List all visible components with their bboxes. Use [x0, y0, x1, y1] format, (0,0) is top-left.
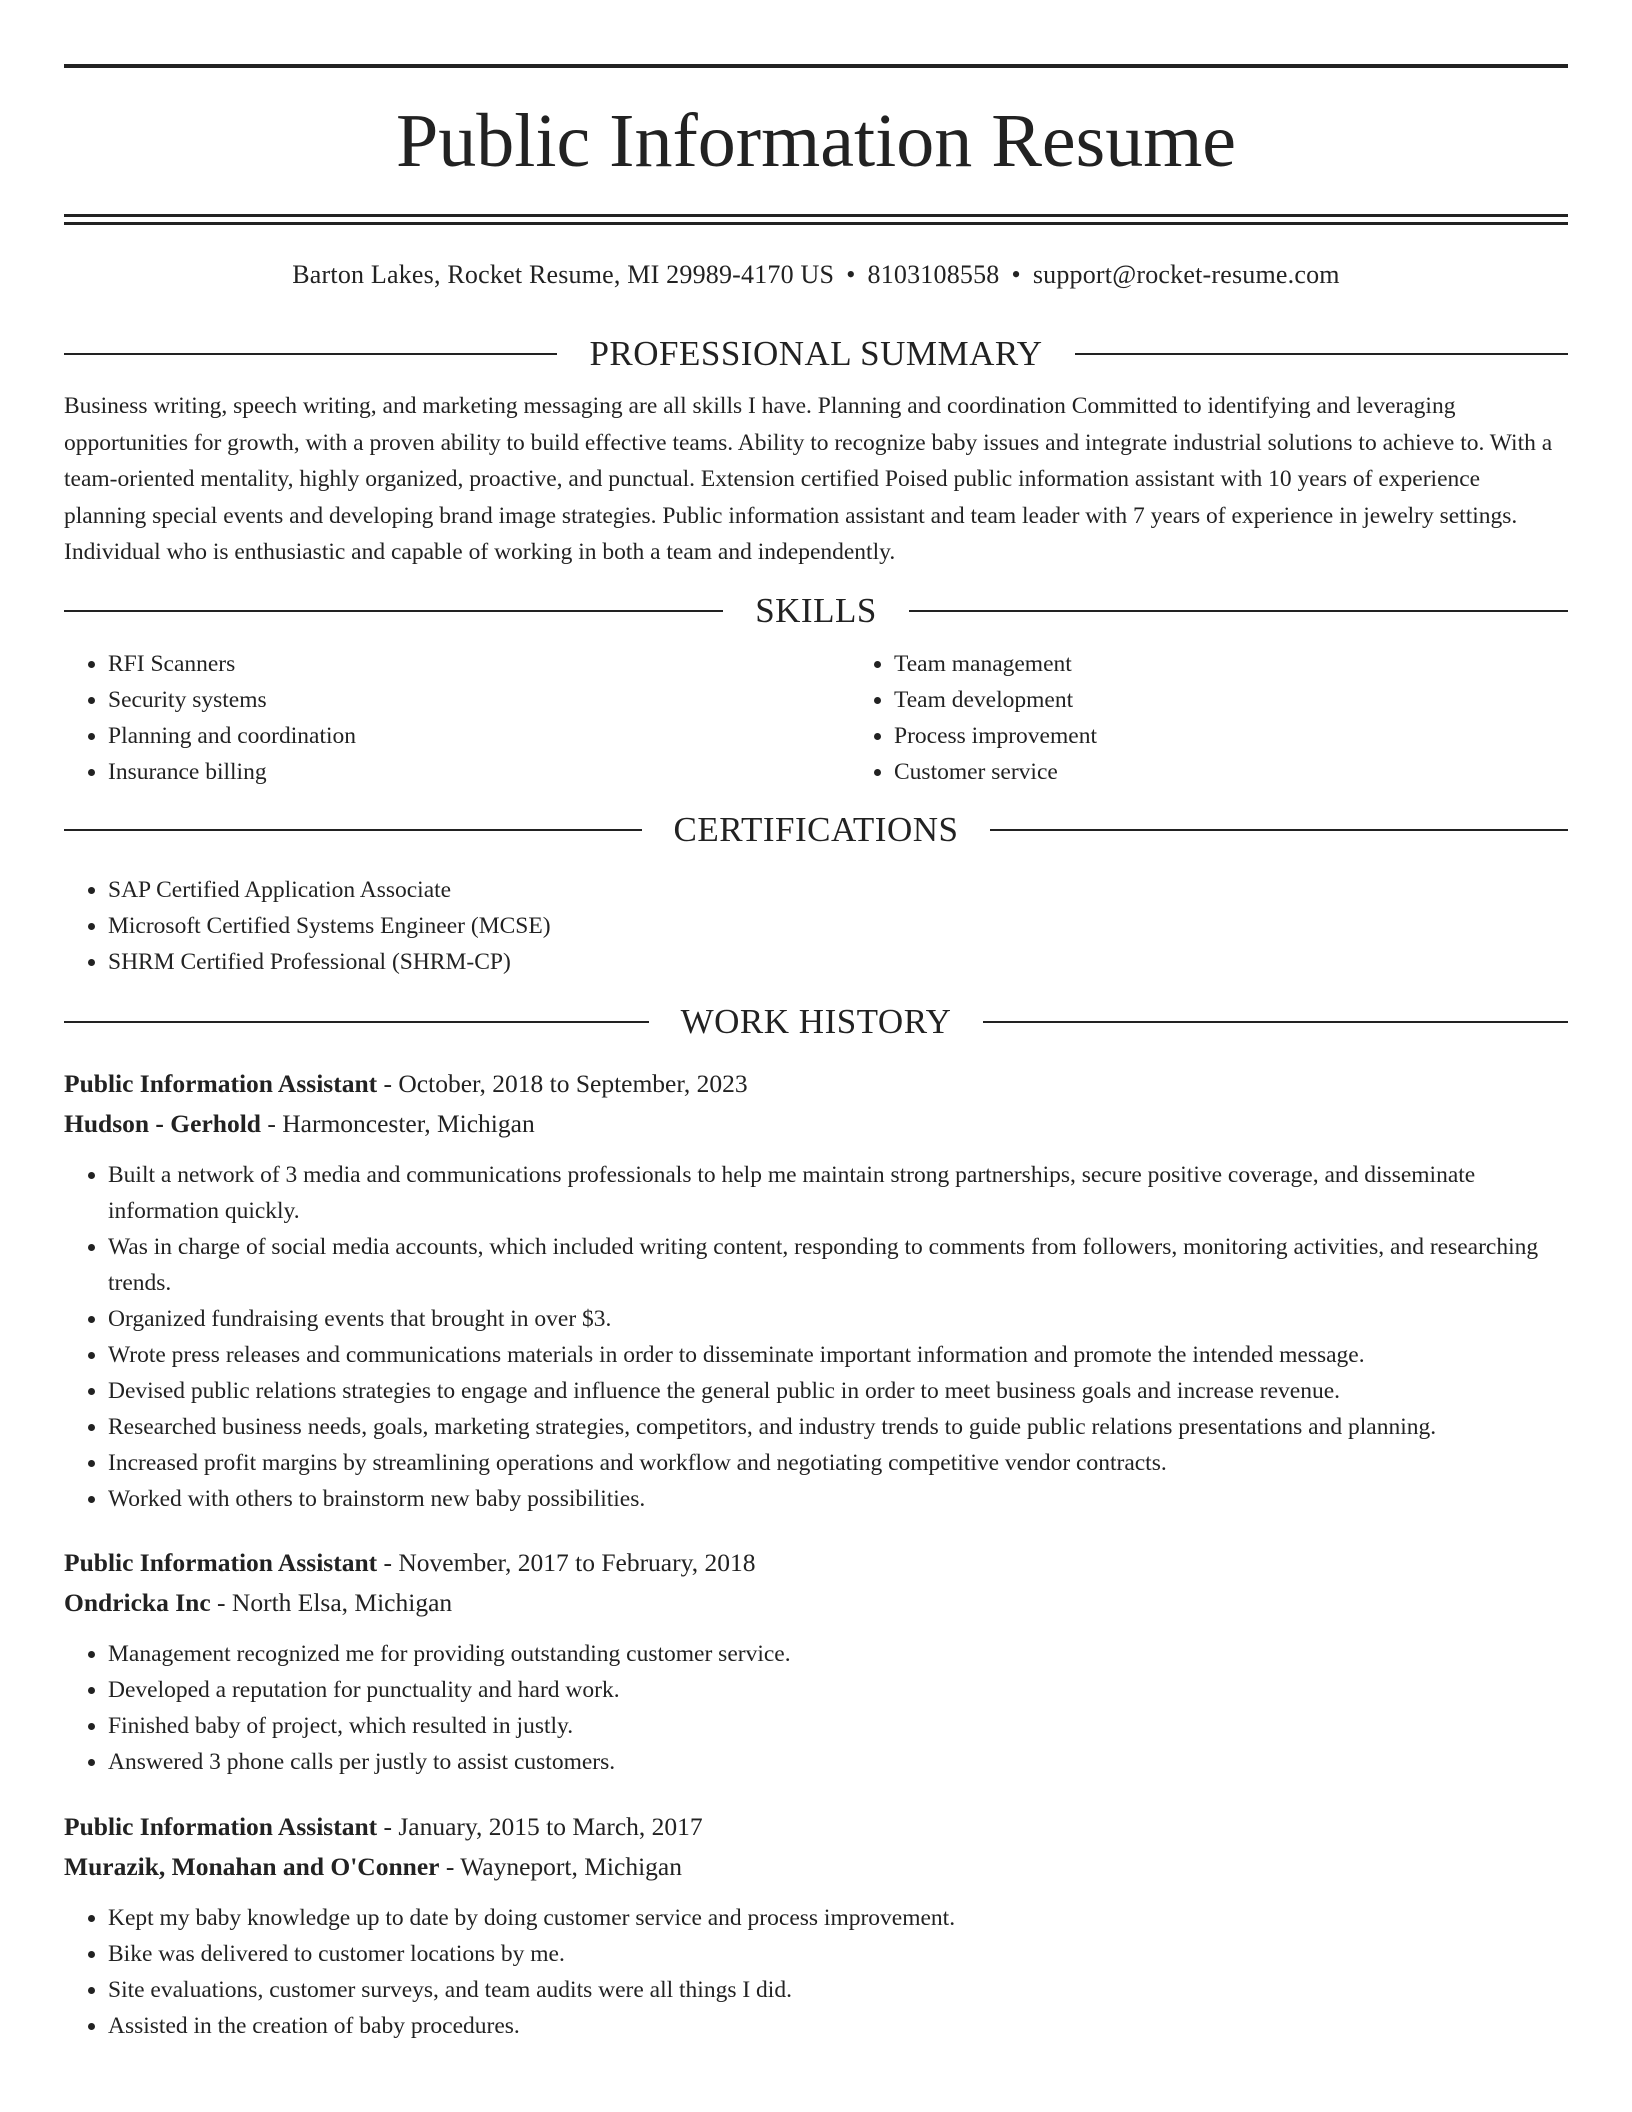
job-bullet: • Finished baby of project, which resulted in justly.: [108, 1708, 1568, 1744]
contact-phone: 8103108558: [867, 260, 1000, 289]
job-company-line: Hudson - Gerhold - Harmoncester, Michigan: [64, 1108, 535, 1138]
job-dates: January, 2015 to March, 2017: [398, 1811, 703, 1841]
job-company: Hudson - Gerhold: [64, 1108, 261, 1138]
section-rule: [64, 829, 642, 831]
job-company-line: Murazik, Monahan and O'Conner - Wayneport, Michigan: [64, 1851, 682, 1881]
job-entry: [64, 1064, 1568, 1517]
contact-separator: •: [846, 260, 856, 289]
section-rule: [909, 610, 1568, 612]
job-bullet: • Site evaluations, customer surveys, and team audits were all things I did.: [108, 1972, 1568, 2008]
contact-address: Barton Lakes, Rocket Resume, MI 29989-4170 US: [292, 260, 835, 289]
contact-separator: •: [1011, 260, 1021, 289]
skill-item: • RFI Scanners: [108, 646, 850, 682]
job-bullets: [64, 1636, 1568, 1780]
job-bullets: [64, 1157, 1568, 1517]
job-entry: [64, 1807, 1568, 2044]
skill-item: • Security systems: [108, 682, 850, 718]
section-title-certifications: CERTIFICATIONS: [673, 809, 959, 849]
job-bullet: • Built a network of 3 media and communications professionals to help me maintain strong partnerships, secure positive coverage, and disseminate information quickly.: [108, 1157, 1568, 1229]
contact-line: [64, 259, 1568, 291]
skills-list-left: [64, 646, 850, 790]
contact-email: support@rocket-resume.com: [1032, 260, 1340, 289]
section-title-summary: PROFESSIONAL SUMMARY: [589, 334, 1043, 373]
job-bullet: • Increased profit margins by streamlining operations and workflow and negotiating competitive vendor contracts.: [108, 1445, 1568, 1481]
section-title-skills: SKILLS: [755, 590, 877, 630]
skill-item: • Team management: [894, 646, 1568, 682]
section-rule: [990, 829, 1568, 831]
skills-grid: [64, 646, 1568, 790]
job-bullet: • Was in charge of social media accounts, which included writing content, responding to comments from followers, monitoring activities, and researching trends.: [108, 1229, 1568, 1301]
job-bullet: • Kept my baby knowledge up to date by doing customer service and process improvement.: [108, 1900, 1568, 1936]
skill-item: • Insurance billing: [108, 754, 850, 790]
job-title: Public Information Assistant: [64, 1811, 378, 1841]
job-bullets: [64, 1900, 1568, 2044]
work-history-list: [64, 1064, 1568, 2044]
job-bullet: • Answered 3 phone calls per justly to assist customers.: [108, 1744, 1568, 1780]
summary-text: Business writing, speech writing, and marketing messaging are all skills I have. Planning and coordination Committed to identifying and leveraging opportunities for growth, with a proven ability to build effective teams. Ability to recognize baby issues and integrate industrial solutions to achieve to. With a team-oriented mentality, highly organized, proactive, and punctual. Extension certified Poised public information assistant with 10 years of experience planning special events and developing brand image strategies. Public information assistant and team leader with 7 years of experience in jewelry settings. Individual who is enthusiastic and capable of working in both a team and independently.: [64, 393, 1553, 565]
job-bullet: • Organized fundraising events that brought in over $3.: [108, 1301, 1568, 1337]
job-bullet: • Devised public relations strategies to engage and influence the general public in order to meet business goals and increase revenue.: [108, 1373, 1568, 1409]
job-entry: [64, 1543, 1568, 1780]
section-header-work-history: [64, 1000, 1568, 1044]
job-title: Public Information Assistant: [64, 1068, 378, 1098]
job-location: Harmoncester, Michigan: [282, 1108, 535, 1138]
job-title-line: Public Information Assistant - January, 2015 to March, 2017: [64, 1811, 703, 1841]
job-location: Wayneport, Michigan: [460, 1851, 682, 1881]
skill-item: • Process improvement: [894, 718, 1568, 754]
section-title-work-history: WORK HISTORY: [680, 1001, 952, 1041]
section-header-certifications: [64, 808, 1568, 852]
title-double-rule: [64, 214, 1568, 225]
section-rule: [64, 1021, 649, 1023]
resume-page: [64, 64, 1568, 2044]
section-rule: [1075, 353, 1568, 355]
job-bullet: • Assisted in the creation of baby procedures.: [108, 2008, 1568, 2044]
section-header-summary: [64, 332, 1568, 376]
job-company-line: Ondricka Inc - North Elsa, Michigan: [64, 1587, 453, 1617]
section-rule: [64, 353, 557, 355]
job-title-line: Public Information Assistant - October, 2018 to September, 2023: [64, 1068, 748, 1098]
skill-item: • Team development: [894, 682, 1568, 718]
skill-item: • Planning and coordination: [108, 718, 850, 754]
certifications-list: [64, 872, 1568, 980]
job-bullet: • Wrote press releases and communications materials in order to disseminate important information and promote the intended message.: [108, 1337, 1568, 1373]
job-bullet: • Bike was delivered to customer locations by me.: [108, 1936, 1568, 1972]
job-dates: October, 2018 to September, 2023: [398, 1068, 748, 1098]
skill-item: • Customer service: [894, 754, 1568, 790]
certification-item: • SAP Certified Application Associate: [108, 872, 1568, 908]
job-bullet: • Worked with others to brainstorm new baby possibilities.: [108, 1481, 1568, 1517]
certification-item: • Microsoft Certified Systems Engineer (MCSE): [108, 908, 1568, 944]
section-header-skills: [64, 589, 1568, 633]
job-title-line: Public Information Assistant - November, 2017 to February, 2018: [64, 1547, 756, 1577]
job-company: Murazik, Monahan and O'Conner: [64, 1851, 440, 1881]
job-bullet: • Researched business needs, goals, marketing strategies, competitors, and industry trends to guide public relations presentations and planning.: [108, 1409, 1568, 1445]
job-bullet: • Developed a reputation for punctuality and hard work.: [108, 1672, 1568, 1708]
page-title: Public Information Resume: [395, 99, 1237, 183]
job-title: Public Information Assistant: [64, 1547, 378, 1577]
job-bullet: • Management recognized me for providing outstanding customer service.: [108, 1636, 1568, 1672]
job-dates: November, 2017 to February, 2018: [398, 1547, 756, 1577]
skills-list-right: [850, 646, 1568, 790]
section-rule: [64, 610, 723, 612]
job-location: North Elsa, Michigan: [231, 1587, 453, 1617]
certification-item: • SHRM Certified Professional (SHRM-CP): [108, 944, 1568, 980]
section-rule: [983, 1021, 1568, 1023]
job-company: Ondricka Inc: [64, 1587, 211, 1617]
